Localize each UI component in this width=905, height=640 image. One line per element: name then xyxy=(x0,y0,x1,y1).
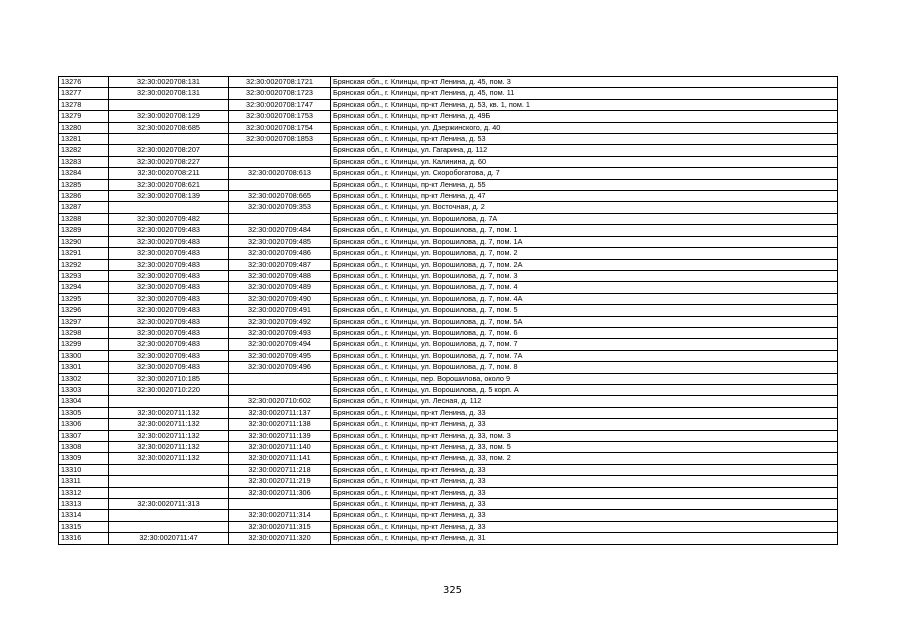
cadastral-number-cell: 32:30:0020709:490 xyxy=(229,293,331,304)
cadastral-number-cell: 32:30:0020709:495 xyxy=(229,350,331,361)
row-number-cell: 13278 xyxy=(59,99,109,110)
cadastral-number-cell: 32:30:0020708:1747 xyxy=(229,99,331,110)
parent-cadastral-number-cell: 32:30:0020708:207 xyxy=(109,145,229,156)
parent-cadastral-number-cell xyxy=(109,510,229,521)
address-cell: Брянская обл., г. Клинцы, ул. Восточная, д. 2 xyxy=(331,202,838,213)
table-row xyxy=(59,225,838,236)
parent-cadastral-number-cell xyxy=(109,396,229,407)
row-number-cell: 13306 xyxy=(59,419,109,430)
row-number-cell: 13295 xyxy=(59,293,109,304)
row-number-cell: 13281 xyxy=(59,134,109,145)
address-cell: Брянская обл., г. Клинцы, пр-кт Ленина, д. 33 xyxy=(331,464,838,475)
row-number-cell: 13303 xyxy=(59,384,109,395)
table-row xyxy=(59,350,838,361)
parent-cadastral-number-cell: 32:30:0020708:685 xyxy=(109,122,229,133)
address-cell: Брянская обл., г. Клинцы, ул. Ворошилова, д. 7, пом. 7 xyxy=(331,339,838,350)
table-row xyxy=(59,168,838,179)
address-cell: Брянская обл., г. Клинцы, пр-кт Ленина, д. 31 xyxy=(331,533,838,544)
cadastral-number-cell: 32:30:0020708:1853 xyxy=(229,134,331,145)
cadastral-number-cell xyxy=(229,373,331,384)
row-number-cell: 13314 xyxy=(59,510,109,521)
address-cell: Брянская обл., г. Клинцы, пр-кт Ленина, д. 45, пом. 11 xyxy=(331,88,838,99)
table-row xyxy=(59,145,838,156)
cadastral-number-cell: 32:30:0020711:315 xyxy=(229,521,331,532)
cadastral-number-cell: 32:30:0020711:141 xyxy=(229,453,331,464)
cadastral-number-cell: 32:30:0020711:140 xyxy=(229,442,331,453)
parent-cadastral-number-cell xyxy=(109,134,229,145)
address-cell: Брянская обл., г. Клинцы, ул. Ворошилова, д. 7, пом. 8 xyxy=(331,362,838,373)
cadastral-number-cell: 32:30:0020711:306 xyxy=(229,487,331,498)
cadastral-number-cell: 32:30:0020709:489 xyxy=(229,282,331,293)
table-row xyxy=(59,99,838,110)
cadastral-number-cell: 32:30:0020708:1754 xyxy=(229,122,331,133)
address-cell: Брянская обл., г. Клинцы, пр-кт Ленина, д. 33 xyxy=(331,487,838,498)
address-cell: Брянская обл., г. Клинцы, пр-кт Ленина, д. 33 xyxy=(331,521,838,532)
row-number-cell: 13313 xyxy=(59,499,109,510)
row-number-cell: 13302 xyxy=(59,373,109,384)
address-cell: Брянская обл., г. Клинцы, пр-кт Ленина, д. 33, пом. 5 xyxy=(331,442,838,453)
parent-cadastral-number-cell: 32:30:0020710:220 xyxy=(109,384,229,395)
parent-cadastral-number-cell xyxy=(109,464,229,475)
row-number-cell: 13310 xyxy=(59,464,109,475)
parent-cadastral-number-cell: 32:30:0020709:483 xyxy=(109,327,229,338)
cadastral-number-cell: 32:30:0020709:494 xyxy=(229,339,331,350)
row-number-cell: 13282 xyxy=(59,145,109,156)
cadastral-number-cell xyxy=(229,499,331,510)
row-number-cell: 13315 xyxy=(59,521,109,532)
row-number-cell: 13305 xyxy=(59,407,109,418)
row-number-cell: 13312 xyxy=(59,487,109,498)
parent-cadastral-number-cell: 32:30:0020711:132 xyxy=(109,419,229,430)
parent-cadastral-number-cell xyxy=(109,487,229,498)
row-number-cell: 13296 xyxy=(59,305,109,316)
table-row xyxy=(59,384,838,395)
parent-cadastral-number-cell: 32:30:0020710:185 xyxy=(109,373,229,384)
cadastral-number-cell: 32:30:0020711:138 xyxy=(229,419,331,430)
registry-table-body xyxy=(59,77,838,545)
table-row xyxy=(59,270,838,281)
parent-cadastral-number-cell xyxy=(109,476,229,487)
cadastral-number-cell: 32:30:0020711:137 xyxy=(229,407,331,418)
table-row xyxy=(59,373,838,384)
parent-cadastral-number-cell: 32:30:0020708:131 xyxy=(109,77,229,88)
address-cell: Брянская обл., г. Клинцы, ул. Ворошилова, д. 7, пом. 3 xyxy=(331,270,838,281)
cadastral-number-cell: 32:30:0020709:485 xyxy=(229,236,331,247)
row-number-cell: 13292 xyxy=(59,259,109,270)
parent-cadastral-number-cell: 32:30:0020709:483 xyxy=(109,293,229,304)
table-row xyxy=(59,77,838,88)
address-cell: Брянская обл., г. Клинцы, ул. Дзержинского, д. 40 xyxy=(331,122,838,133)
parent-cadastral-number-cell: 32:30:0020709:482 xyxy=(109,213,229,224)
cadastral-number-cell: 32:30:0020709:487 xyxy=(229,259,331,270)
cadastral-number-cell: 32:30:0020708:613 xyxy=(229,168,331,179)
address-cell: Брянская обл., г. Клинцы, ул. Ворошилова, д. 7, пом. 5А xyxy=(331,316,838,327)
table-row xyxy=(59,282,838,293)
cadastral-number-cell xyxy=(229,213,331,224)
row-number-cell: 13289 xyxy=(59,225,109,236)
table-row xyxy=(59,419,838,430)
address-cell: Брянская обл., г. Клинцы, пр-кт Ленина, д. 33 xyxy=(331,419,838,430)
row-number-cell: 13300 xyxy=(59,350,109,361)
address-cell: Брянская обл., г. Клинцы, ул. Гагарина, д. 112 xyxy=(331,145,838,156)
address-cell: Брянская обл., г. Клинцы, пр-кт Ленина, д. 49Б xyxy=(331,111,838,122)
parent-cadastral-number-cell: 32:30:0020709:483 xyxy=(109,270,229,281)
table-row xyxy=(59,156,838,167)
registry-table xyxy=(58,76,838,545)
table-row xyxy=(59,122,838,133)
cadastral-number-cell: 32:30:0020711:139 xyxy=(229,430,331,441)
cadastral-number-cell: 32:30:0020709:493 xyxy=(229,327,331,338)
address-cell: Брянская обл., г. Клинцы, ул. Лесная, д. 112 xyxy=(331,396,838,407)
parent-cadastral-number-cell: 32:30:0020709:483 xyxy=(109,236,229,247)
cadastral-number-cell xyxy=(229,156,331,167)
row-number-cell: 13284 xyxy=(59,168,109,179)
row-number-cell: 13304 xyxy=(59,396,109,407)
row-number-cell: 13294 xyxy=(59,282,109,293)
table-row xyxy=(59,316,838,327)
cadastral-number-cell: 32:30:0020711:218 xyxy=(229,464,331,475)
row-number-cell: 13286 xyxy=(59,191,109,202)
parent-cadastral-number-cell: 32:30:0020708:131 xyxy=(109,88,229,99)
parent-cadastral-number-cell xyxy=(109,202,229,213)
row-number-cell: 13293 xyxy=(59,270,109,281)
table-row xyxy=(59,510,838,521)
parent-cadastral-number-cell xyxy=(109,521,229,532)
parent-cadastral-number-cell: 32:30:0020709:483 xyxy=(109,362,229,373)
row-number-cell: 13277 xyxy=(59,88,109,99)
parent-cadastral-number-cell: 32:30:0020708:211 xyxy=(109,168,229,179)
row-number-cell: 13291 xyxy=(59,248,109,259)
address-cell: Брянская обл., г. Клинцы, ул. Ворошилова, д. 7, пом. 1 xyxy=(331,225,838,236)
cadastral-number-cell: 32:30:0020708:665 xyxy=(229,191,331,202)
address-cell: Брянская обл., г. Клинцы, пр-кт Ленина, д. 33 xyxy=(331,510,838,521)
table-row xyxy=(59,236,838,247)
cadastral-number-cell xyxy=(229,145,331,156)
table-row xyxy=(59,407,838,418)
table-row xyxy=(59,179,838,190)
parent-cadastral-number-cell: 32:30:0020711:132 xyxy=(109,453,229,464)
row-number-cell: 13311 xyxy=(59,476,109,487)
cadastral-number-cell: 32:30:0020711:314 xyxy=(229,510,331,521)
parent-cadastral-number-cell: 32:30:0020709:483 xyxy=(109,339,229,350)
row-number-cell: 13290 xyxy=(59,236,109,247)
table-row xyxy=(59,213,838,224)
cadastral-number-cell: 32:30:0020709:491 xyxy=(229,305,331,316)
table-row xyxy=(59,476,838,487)
address-cell: Брянская обл., г. Клинцы, пр-кт Ленина, д. 33 xyxy=(331,499,838,510)
table-row xyxy=(59,499,838,510)
address-cell: Брянская обл., г. Клинцы, ул. Ворошилова, д. 7, пом. 4 xyxy=(331,282,838,293)
row-number-cell: 13297 xyxy=(59,316,109,327)
parent-cadastral-number-cell: 32:30:0020711:132 xyxy=(109,407,229,418)
parent-cadastral-number-cell: 32:30:0020709:483 xyxy=(109,316,229,327)
table-row xyxy=(59,305,838,316)
address-cell: Брянская обл., г. Клинцы, пр-кт Ленина, д. 55 xyxy=(331,179,838,190)
cadastral-number-cell: 32:30:0020709:486 xyxy=(229,248,331,259)
address-cell: Брянская обл., г. Клинцы, ул. Ворошилова, д. 7, пом. 7А xyxy=(331,350,838,361)
parent-cadastral-number-cell: 32:30:0020711:132 xyxy=(109,430,229,441)
address-cell: Брянская обл., г. Клинцы, пр-кт Ленина, д. 47 xyxy=(331,191,838,202)
cadastral-number-cell: 32:30:0020709:353 xyxy=(229,202,331,213)
table-row xyxy=(59,339,838,350)
table-row xyxy=(59,202,838,213)
table-row xyxy=(59,293,838,304)
table-row xyxy=(59,442,838,453)
table-row xyxy=(59,88,838,99)
parent-cadastral-number-cell: 32:30:0020709:483 xyxy=(109,259,229,270)
cadastral-number-cell: 32:30:0020709:488 xyxy=(229,270,331,281)
address-cell: Брянская обл., г. Клинцы, ул. Калинина, д. 60 xyxy=(331,156,838,167)
row-number-cell: 13276 xyxy=(59,77,109,88)
parent-cadastral-number-cell: 32:30:0020709:483 xyxy=(109,350,229,361)
parent-cadastral-number-cell: 32:30:0020711:47 xyxy=(109,533,229,544)
table-row xyxy=(59,453,838,464)
table-row xyxy=(59,396,838,407)
cadastral-number-cell: 32:30:0020711:320 xyxy=(229,533,331,544)
parent-cadastral-number-cell: 32:30:0020709:483 xyxy=(109,282,229,293)
address-cell: Брянская обл., г. Клинцы, ул. Скоробогатова, д. 7 xyxy=(331,168,838,179)
parent-cadastral-number-cell: 32:30:0020711:132 xyxy=(109,442,229,453)
cadastral-number-cell xyxy=(229,179,331,190)
cadastral-number-cell: 32:30:0020708:1721 xyxy=(229,77,331,88)
row-number-cell: 13307 xyxy=(59,430,109,441)
table-row xyxy=(59,191,838,202)
address-cell: Брянская обл., г. Клинцы, ул. Ворошилова, д. 7, пом. 5 xyxy=(331,305,838,316)
table-row xyxy=(59,533,838,544)
cadastral-number-cell: 32:30:0020709:484 xyxy=(229,225,331,236)
row-number-cell: 13316 xyxy=(59,533,109,544)
parent-cadastral-number-cell: 32:30:0020708:139 xyxy=(109,191,229,202)
table-row xyxy=(59,134,838,145)
address-cell: Брянская обл., г. Клинцы, ул. Ворошилова, д. 7, пом. 1А xyxy=(331,236,838,247)
address-cell: Брянская обл., г. Клинцы, пр-кт Ленина, д. 53, кв. 1, пом. 1 xyxy=(331,99,838,110)
address-cell: Брянская обл., г. Клинцы, пр-кт Ленина, д. 33 xyxy=(331,407,838,418)
cadastral-number-cell: 32:30:0020709:496 xyxy=(229,362,331,373)
address-cell: Брянская обл., г. Клинцы, пр-кт Ленина, д. 33, пом. 2 xyxy=(331,453,838,464)
table-row xyxy=(59,248,838,259)
address-cell: Брянская обл., г. Клинцы, пр-кт Ленина, д. 33 xyxy=(331,476,838,487)
row-number-cell: 13298 xyxy=(59,327,109,338)
row-number-cell: 13309 xyxy=(59,453,109,464)
page-number: 325 xyxy=(442,585,463,596)
address-cell: Брянская обл., г. Клинцы, ул. Ворошилова, д. 5 корп. А xyxy=(331,384,838,395)
parent-cadastral-number-cell: 32:30:0020708:621 xyxy=(109,179,229,190)
address-cell: Брянская обл., г. Клинцы, пр-кт Ленина, д. 33, пом. 3 xyxy=(331,430,838,441)
table-row xyxy=(59,430,838,441)
parent-cadastral-number-cell: 32:30:0020708:129 xyxy=(109,111,229,122)
table-row xyxy=(59,111,838,122)
address-cell: Брянская обл., г. Клинцы, ул. Ворошилова, д. 7, пом. 2 xyxy=(331,248,838,259)
cadastral-number-cell: 32:30:0020711:219 xyxy=(229,476,331,487)
row-number-cell: 13299 xyxy=(59,339,109,350)
table-row xyxy=(59,259,838,270)
table-row xyxy=(59,487,838,498)
address-cell: Брянская обл., г. Клинцы, ул. Ворошилова, д. 7, пом. 4А xyxy=(331,293,838,304)
cadastral-number-cell: 32:30:0020710:602 xyxy=(229,396,331,407)
row-number-cell: 13308 xyxy=(59,442,109,453)
cadastral-number-cell: 32:30:0020709:492 xyxy=(229,316,331,327)
row-number-cell: 13287 xyxy=(59,202,109,213)
table-row xyxy=(59,464,838,475)
cadastral-number-cell: 32:30:0020708:1723 xyxy=(229,88,331,99)
address-cell: Брянская обл., г. Клинцы, пер. Ворошилова, около 9 xyxy=(331,373,838,384)
address-cell: Брянская обл., г. Клинцы, ул. Ворошилова, д. 7, пом. 2А xyxy=(331,259,838,270)
row-number-cell: 13285 xyxy=(59,179,109,190)
address-cell: Брянская обл., г. Клинцы, ул. Ворошилова, д. 7А xyxy=(331,213,838,224)
table-row xyxy=(59,521,838,532)
row-number-cell: 13279 xyxy=(59,111,109,122)
table-row xyxy=(59,362,838,373)
row-number-cell: 13283 xyxy=(59,156,109,167)
row-number-cell: 13288 xyxy=(59,213,109,224)
parent-cadastral-number-cell xyxy=(109,99,229,110)
row-number-cell: 13280 xyxy=(59,122,109,133)
address-cell: Брянская обл., г. Клинцы, пр-кт Ленина, д. 45, пом. 3 xyxy=(331,77,838,88)
cadastral-number-cell: 32:30:0020708:1753 xyxy=(229,111,331,122)
address-cell: Брянская обл., г. Клинцы, ул. Ворошилова, д. 7, пом. 6 xyxy=(331,327,838,338)
parent-cadastral-number-cell: 32:30:0020708:227 xyxy=(109,156,229,167)
parent-cadastral-number-cell: 32:30:0020709:483 xyxy=(109,248,229,259)
cadastral-number-cell xyxy=(229,384,331,395)
address-cell: Брянская обл., г. Клинцы, пр-кт Ленина, д. 53 xyxy=(331,134,838,145)
parent-cadastral-number-cell: 32:30:0020711:313 xyxy=(109,499,229,510)
row-number-cell: 13301 xyxy=(59,362,109,373)
parent-cadastral-number-cell: 32:30:0020709:483 xyxy=(109,225,229,236)
table-row xyxy=(59,327,838,338)
parent-cadastral-number-cell: 32:30:0020709:483 xyxy=(109,305,229,316)
